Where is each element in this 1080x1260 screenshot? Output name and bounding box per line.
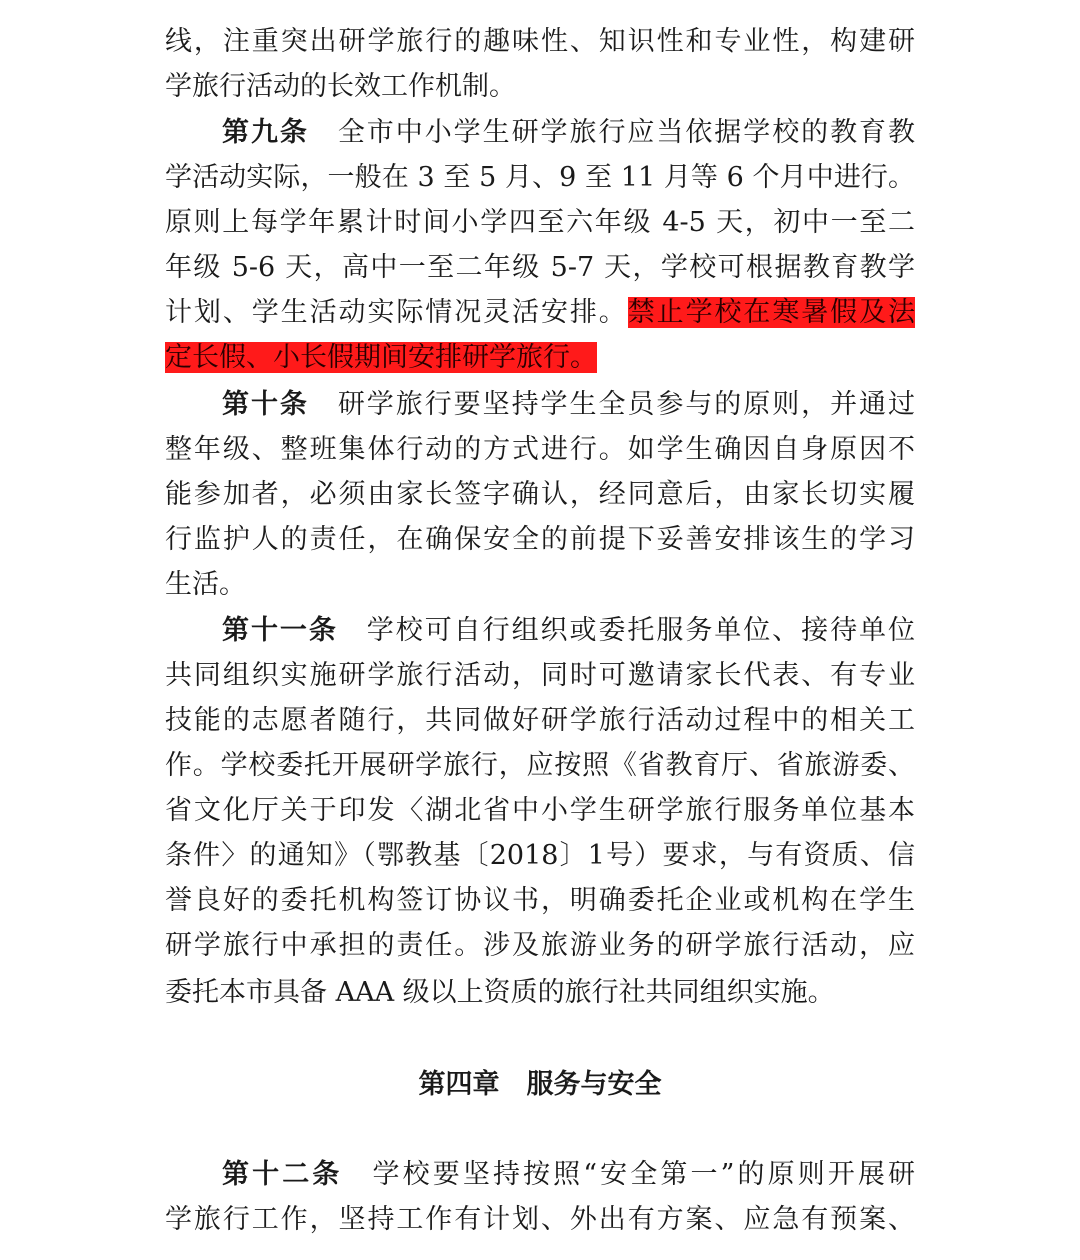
text-line: 原则上每学年累计时间小学四至六年级 4-5 天，初中一至二	[165, 207, 915, 238]
article-9-line	[222, 110, 915, 156]
text-line: 誉良好的委托机构签订协议书，明确委托企业或机构在学生	[165, 885, 915, 916]
text-line: 委托本市具备 AAA 级以上资质的旅行社共同组织实施。	[165, 977, 835, 1008]
article-12-line	[222, 1152, 915, 1198]
text-line: 学旅行工作，坚持工作有计划、外出有方案、应急有预案、	[165, 1204, 915, 1235]
text-line: 学活动实际，一般在 3 至 5 月、9 至 11 月等 6 个月中进行。	[165, 162, 915, 193]
text-line	[165, 290, 915, 336]
text-line: 作。学校委托开展研学旅行，应按照《省教育厅、省旅游委、	[165, 750, 915, 781]
text-span: 计划、学生活动实际情况灵活安排。	[165, 297, 628, 328]
article-12-heading: 第十二条	[222, 1159, 343, 1190]
text-line: 年级 5-6 天，高中一至二年级 5-7 天，学校可根据教育教学	[165, 252, 915, 283]
text-span: 学校可自行组织或委托服务单位、接待单位	[366, 615, 915, 646]
text-line: 整年级、整班集体行动的方式进行。如学生确因自身原因不	[165, 434, 915, 465]
text-line: 行监护人的责任，在确保安全的前提下妥善安排该生的学习	[165, 524, 915, 555]
text-span: 全市中小学生研学旅行应当依据学校的教育教	[337, 117, 915, 148]
text-line: 条件〉的通知》（鄂教基〔2018〕1号）要求，与有资质、信	[165, 840, 915, 871]
article-11-heading: 第十一条	[222, 615, 338, 646]
text-line: 研学旅行中承担的责任。涉及旅游业务的研学旅行活动，应	[165, 930, 915, 961]
highlighted-text: 禁止学校在寒暑假及法	[627, 297, 915, 328]
text-line: 学旅行活动的长效工作机制。	[165, 71, 516, 102]
article-11-line	[222, 608, 915, 654]
text-line: 技能的志愿者随行，共同做好研学旅行活动过程中的相关工	[165, 705, 915, 736]
text-span: 研学旅行要坚持学生全员参与的原则，并通过	[337, 389, 915, 420]
article-10-line	[222, 382, 915, 428]
text-line: 共同组织实施研学旅行活动，同时可邀请家长代表、有专业	[165, 660, 915, 691]
text-line	[165, 335, 915, 381]
text-line: 能参加者，必须由家长签字确认，经同意后，由家长切实履	[165, 479, 915, 510]
article-10-heading: 第十条	[222, 389, 309, 420]
text-line: 线，注重突出研学旅行的趣味性、知识性和专业性，构建研	[165, 26, 915, 57]
text-span: 学校要坚持按照“安全第一”的原则开展研	[372, 1159, 915, 1190]
text-line: 生活。	[165, 569, 246, 600]
chapter-heading: 第四章 服务与安全	[418, 1069, 662, 1100]
highlighted-text: 定长假、小长假期间安排研学旅行。	[165, 342, 597, 373]
text-line: 省文化厅关于印发〈湖北省中小学生研学旅行服务单位基本	[165, 795, 915, 826]
article-9-heading: 第九条	[222, 117, 309, 148]
